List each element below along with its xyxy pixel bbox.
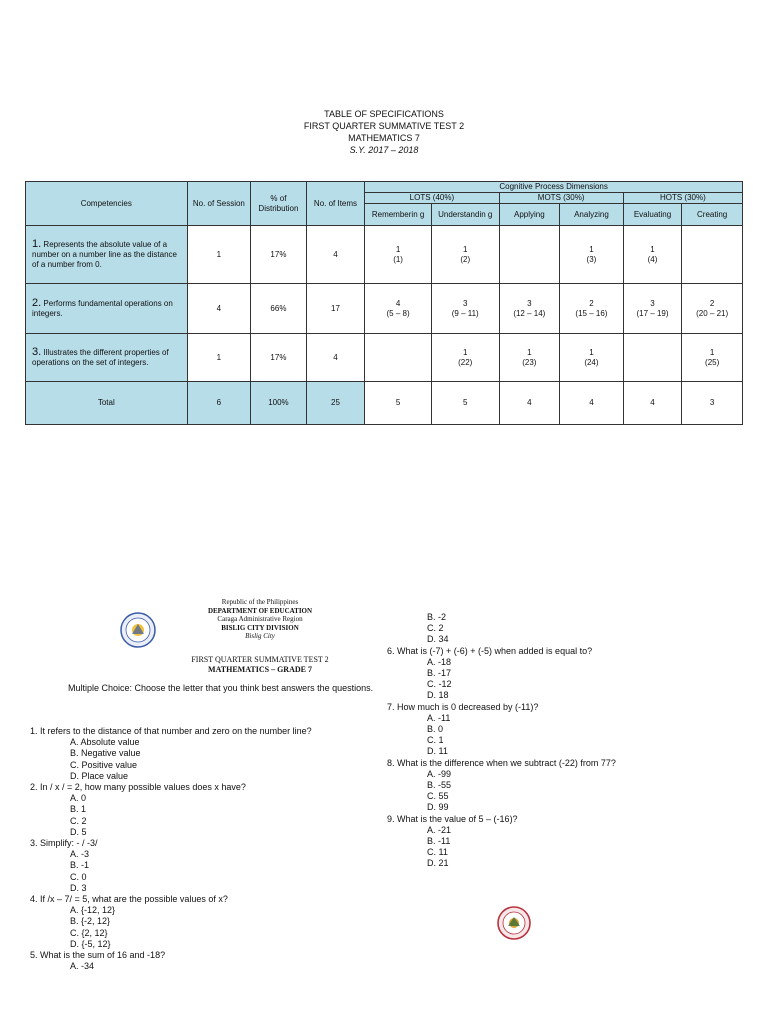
evaluating-cell bbox=[623, 334, 682, 382]
option: A. -21 bbox=[427, 824, 452, 835]
option: A. -3 bbox=[70, 849, 90, 860]
division-line: BISLIG CITY DIVISION bbox=[221, 623, 299, 632]
total-items: 25 bbox=[306, 382, 365, 425]
option: B. {-2, 12} bbox=[70, 916, 111, 927]
option: B. -11 bbox=[427, 836, 451, 847]
question-text: 2. In / x / = 2, how many possible values does x have? bbox=[30, 782, 246, 793]
option: C. Positive value bbox=[70, 759, 138, 770]
option: C. 2 bbox=[70, 815, 87, 826]
tos-school-year: S.Y. 2017 – 2018 bbox=[349, 145, 419, 155]
instructions: Multiple Choice: Choose the letter that you think best answers the questions. bbox=[68, 683, 374, 693]
col-evaluating: Evaluating bbox=[623, 204, 682, 226]
option: C. -12 bbox=[427, 679, 452, 690]
remembering-cell: 1 (1) bbox=[365, 226, 432, 284]
understanding-cell: 1 (2) bbox=[431, 226, 499, 284]
question-text: 6. What is (-7) + (-6) + (-5) when added is equal to? bbox=[387, 645, 593, 656]
question-9 bbox=[387, 814, 717, 870]
col-sessions: No. of Session bbox=[187, 182, 251, 226]
option: A. Absolute value bbox=[70, 737, 140, 748]
table-row bbox=[26, 226, 743, 284]
deped-seal-icon bbox=[120, 612, 156, 648]
total-analyzing: 4 bbox=[560, 382, 624, 425]
evaluating-cell: 3 (17 – 19) bbox=[623, 284, 682, 334]
tos-table bbox=[25, 181, 743, 425]
division-seal-icon bbox=[497, 906, 531, 940]
exam-title bbox=[140, 655, 380, 675]
department-line: DEPARTMENT OF EDUCATION bbox=[207, 606, 313, 615]
option: D. Place value bbox=[70, 770, 129, 781]
option: B. -55 bbox=[427, 780, 452, 791]
col-creating: Creating bbox=[682, 204, 743, 226]
option: A. -34 bbox=[70, 961, 95, 972]
analyzing-cell: 1 (24) bbox=[560, 334, 624, 382]
question-5-continued bbox=[387, 612, 717, 646]
items-cell: 17 bbox=[306, 284, 365, 334]
tos-subject: MATHEMATICS 7 bbox=[348, 133, 420, 143]
col-understanding: Understandin g bbox=[431, 204, 499, 226]
total-creating: 3 bbox=[682, 382, 743, 425]
question-2 bbox=[30, 782, 360, 838]
questions-column-right bbox=[387, 612, 717, 870]
creating-cell bbox=[682, 226, 743, 284]
question-text: 8. What is the difference when we subtract (-22) from 77? bbox=[387, 757, 616, 768]
total-label: Total bbox=[26, 382, 188, 425]
option: B. -1 bbox=[70, 860, 90, 871]
creating-cell: 2 (20 – 21) bbox=[682, 284, 743, 334]
option: B. 1 bbox=[70, 804, 87, 815]
competency-cell: 1. Represents the absolute value of a number on a number line as the distance of a number from 0. bbox=[26, 226, 188, 284]
understanding-cell: 1 (22) bbox=[431, 334, 499, 382]
option: A. 0 bbox=[70, 793, 87, 804]
option: D. 21 bbox=[427, 858, 449, 869]
sessions-cell: 4 bbox=[187, 284, 251, 334]
col-analyzing: Analyzing bbox=[560, 204, 624, 226]
exam-test-name: FIRST QUARTER SUMMATIVE TEST 2 bbox=[191, 655, 329, 664]
col-items: No. of Items bbox=[306, 182, 365, 226]
sessions-cell: 1 bbox=[187, 334, 251, 382]
question-5 bbox=[30, 950, 360, 972]
total-applying: 4 bbox=[499, 382, 560, 425]
questions-column-left bbox=[30, 726, 360, 972]
tos-test-name: FIRST QUARTER SUMMATIVE TEST 2 bbox=[303, 121, 465, 131]
option: D. 34 bbox=[427, 634, 449, 645]
option: D. 11 bbox=[427, 746, 448, 757]
question-1 bbox=[30, 726, 360, 782]
question-text: 5. What is the sum of 16 and -18? bbox=[30, 950, 166, 961]
option: C. 55 bbox=[427, 791, 449, 802]
tos-title: TABLE OF SPECIFICATIONS bbox=[324, 109, 444, 119]
total-remembering: 5 bbox=[365, 382, 432, 425]
option: D. 3 bbox=[70, 882, 87, 893]
option: D. 5 bbox=[70, 826, 87, 837]
table-row bbox=[26, 284, 743, 334]
exam-grade: MATHEMATICS – GRADE 7 bbox=[208, 665, 312, 674]
question-text: 3. Simplify: - / -3/ bbox=[30, 838, 98, 849]
republic-line: Republic of the Philippines bbox=[221, 598, 299, 606]
total-evaluating: 4 bbox=[623, 382, 682, 425]
competency-cell: 3. Illustrates the different properties of operations on the set of integers. bbox=[26, 334, 188, 382]
option: B. 0 bbox=[427, 724, 444, 735]
remembering-cell bbox=[365, 334, 432, 382]
option: C. 0 bbox=[70, 871, 87, 882]
question-3 bbox=[30, 838, 360, 894]
option: D. {-5, 12} bbox=[70, 938, 111, 949]
tos-header bbox=[0, 108, 768, 156]
creating-cell: 1 (25) bbox=[682, 334, 743, 382]
question-6 bbox=[387, 646, 717, 702]
applying-cell: 1 (23) bbox=[499, 334, 560, 382]
col-mots: MOTS (30%) bbox=[499, 193, 623, 204]
option: D. 18 bbox=[427, 690, 449, 701]
option: A. {-12, 12} bbox=[70, 905, 116, 916]
applying-cell bbox=[499, 226, 560, 284]
question-text: 4. If /x – 7/ = 5, what are the possible values of x? bbox=[30, 894, 228, 905]
total-distribution: 100% bbox=[251, 382, 307, 425]
option: B. -2 bbox=[427, 612, 447, 622]
remembering-cell: 4 (5 – 8) bbox=[365, 284, 432, 334]
total-row bbox=[26, 382, 743, 425]
option: A. -11 bbox=[427, 712, 451, 723]
distribution-cell: 17% bbox=[251, 226, 307, 284]
col-lots: LOTS (40%) bbox=[365, 193, 499, 204]
table-row bbox=[26, 334, 743, 382]
option: C. 1 bbox=[427, 735, 444, 746]
analyzing-cell: 1 (3) bbox=[560, 226, 624, 284]
option: C. {2, 12} bbox=[70, 927, 108, 938]
distribution-cell: 66% bbox=[251, 284, 307, 334]
col-hots: HOTS (30%) bbox=[623, 193, 742, 204]
col-remembering: Rememberin g bbox=[365, 204, 432, 226]
col-cognitive: Cognitive Process Dimensions bbox=[365, 182, 743, 193]
question-4 bbox=[30, 894, 360, 950]
competency-cell: 2. Performs fundamental operations on integers. bbox=[26, 284, 188, 334]
option: B. -17 bbox=[427, 668, 452, 679]
applying-cell: 3 (12 – 14) bbox=[499, 284, 560, 334]
question-text: 7. How much is 0 decreased by (-11)? bbox=[387, 701, 539, 712]
understanding-cell: 3 (9 – 11) bbox=[431, 284, 499, 334]
sessions-cell: 1 bbox=[187, 226, 251, 284]
option: C. 11 bbox=[427, 847, 448, 858]
option: A. -18 bbox=[427, 656, 452, 667]
option: C. 2 bbox=[427, 623, 444, 634]
question-8 bbox=[387, 758, 717, 814]
distribution-cell: 17% bbox=[251, 334, 307, 382]
option: A. -99 bbox=[427, 768, 452, 779]
items-cell: 4 bbox=[306, 226, 365, 284]
items-cell: 4 bbox=[306, 334, 365, 382]
option: B. Negative value bbox=[70, 748, 141, 759]
option: D. 99 bbox=[427, 802, 449, 813]
region-line: Caraga Administrative Region bbox=[217, 615, 303, 623]
col-competencies: Competencies bbox=[26, 182, 188, 226]
analyzing-cell: 2 (15 – 16) bbox=[560, 284, 624, 334]
question-text: 1. It refers to the distance of that number and zero on the number line? bbox=[30, 726, 312, 736]
total-sessions: 6 bbox=[187, 382, 251, 425]
col-applying: Applying bbox=[499, 204, 560, 226]
letterhead bbox=[160, 598, 360, 641]
evaluating-cell: 1 (4) bbox=[623, 226, 682, 284]
question-7 bbox=[387, 702, 717, 758]
city-line: Bislig City bbox=[245, 632, 275, 640]
total-understanding: 5 bbox=[431, 382, 499, 425]
col-distribution: % of Distribution bbox=[251, 182, 307, 226]
question-text: 9. What is the value of 5 – (-16)? bbox=[387, 813, 518, 824]
